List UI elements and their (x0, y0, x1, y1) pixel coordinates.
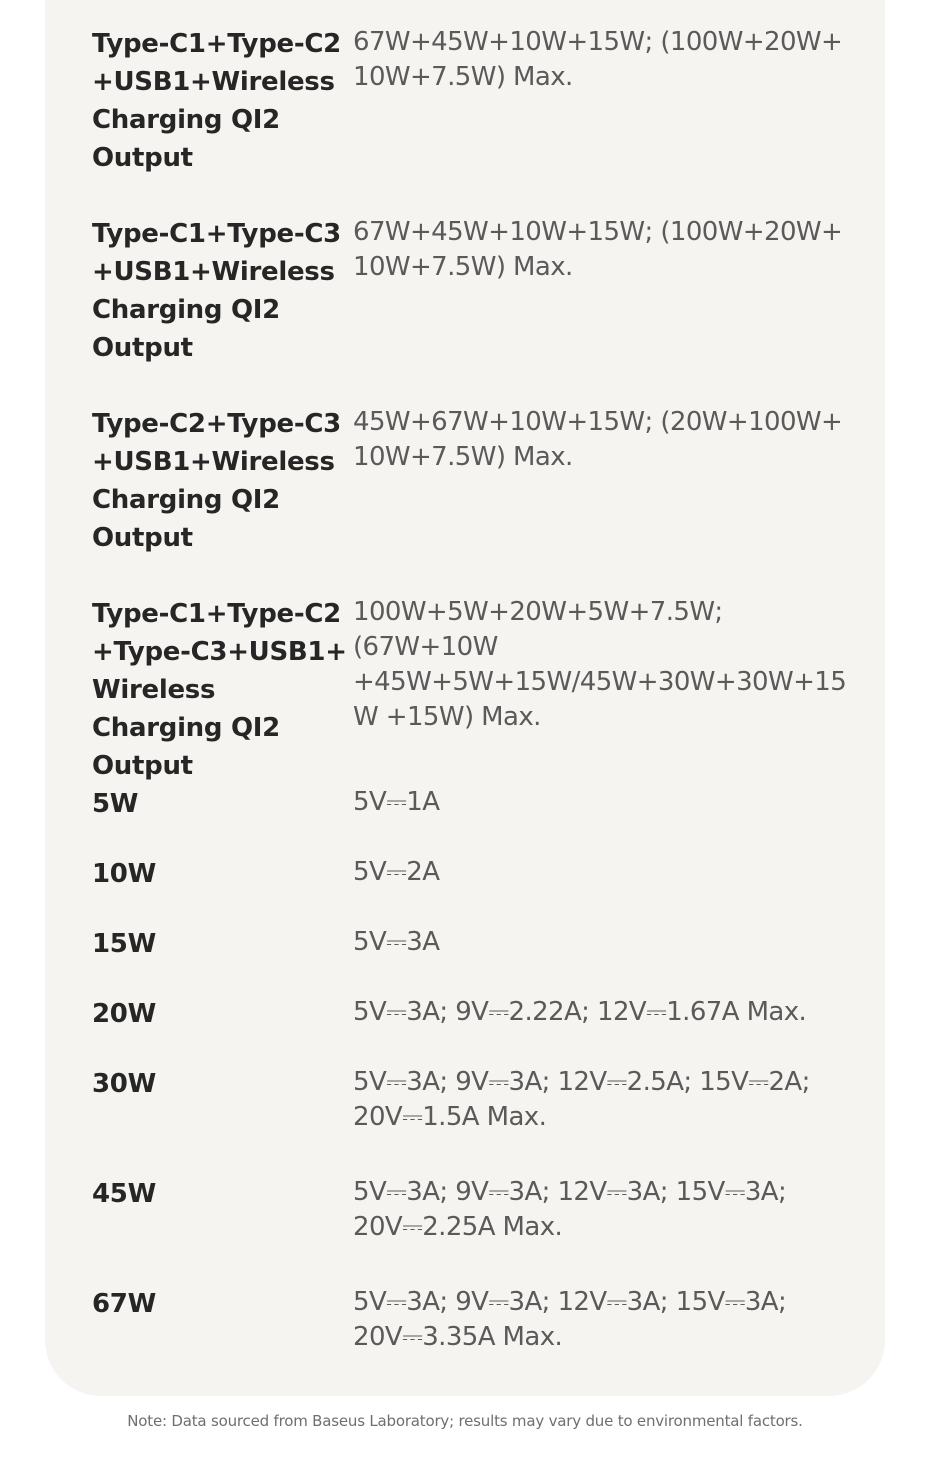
spec-value: 5V⎓3A; 9V⎓3A; 12V⎓3A; 15V⎓3A; 20V⎓2.25A Max. (353, 1177, 787, 1242)
spec-label: 20W (92, 999, 156, 1029)
spec-label: 30W (92, 1069, 156, 1099)
spec-value: 5V⎓3A (353, 927, 440, 957)
spec-label: Type-C1+Type-C2 +USB1+Wireless Charging QI2 Output (92, 29, 341, 173)
spec-value: 5V⎓3A; 9V⎓3A; 12V⎓3A; 15V⎓3A; 20V⎓3.35A Max. (353, 1287, 787, 1352)
spec-label: 67W (92, 1289, 156, 1319)
spec-label: 5W (92, 789, 139, 819)
spec-value: 5V⎓1A (353, 787, 440, 817)
spec-label: Type-C2+Type-C3 +USB1+Wireless Charging QI2 Output (92, 409, 341, 553)
spec-label: 10W (92, 859, 156, 889)
spec-value: 5V⎓2A (353, 857, 440, 887)
spec-label: 45W (92, 1179, 156, 1209)
spec-value: 67W+45W+10W+15W; (100W+20W+ 10W+7.5W) Max. (353, 27, 843, 92)
spec-label: Type-C1+Type-C2 +Type-C3+USB1+ Wireless Charging QI2 Output (92, 599, 347, 781)
spec-label: Type-C1+Type-C3 +USB1+Wireless Charging QI2 Output (92, 219, 341, 363)
spec-value: 5V⎓3A; 9V⎓2.22A; 12V⎓1.67A Max. (353, 997, 807, 1027)
spec-label: 15W (92, 929, 156, 959)
spec-value: 100W+5W+20W+5W+7.5W; (67W+10W +45W+5W+15W/45W+30W+30W+15W +15W) Max. (353, 597, 847, 732)
footnote: Note: Data sourced from Baseus Laboratory; results may vary due to environmental factors. (127, 1412, 803, 1430)
spec-value: 67W+45W+10W+15W; (100W+20W+ 10W+7.5W) Max. (353, 217, 843, 282)
spec-value: 45W+67W+10W+15W; (20W+100W+ 10W+7.5W) Max. (353, 407, 843, 472)
spec-value: 5V⎓3A; 9V⎓3A; 12V⎓2.5A; 15V⎓2A; 20V⎓1.5A Max. (353, 1067, 810, 1132)
